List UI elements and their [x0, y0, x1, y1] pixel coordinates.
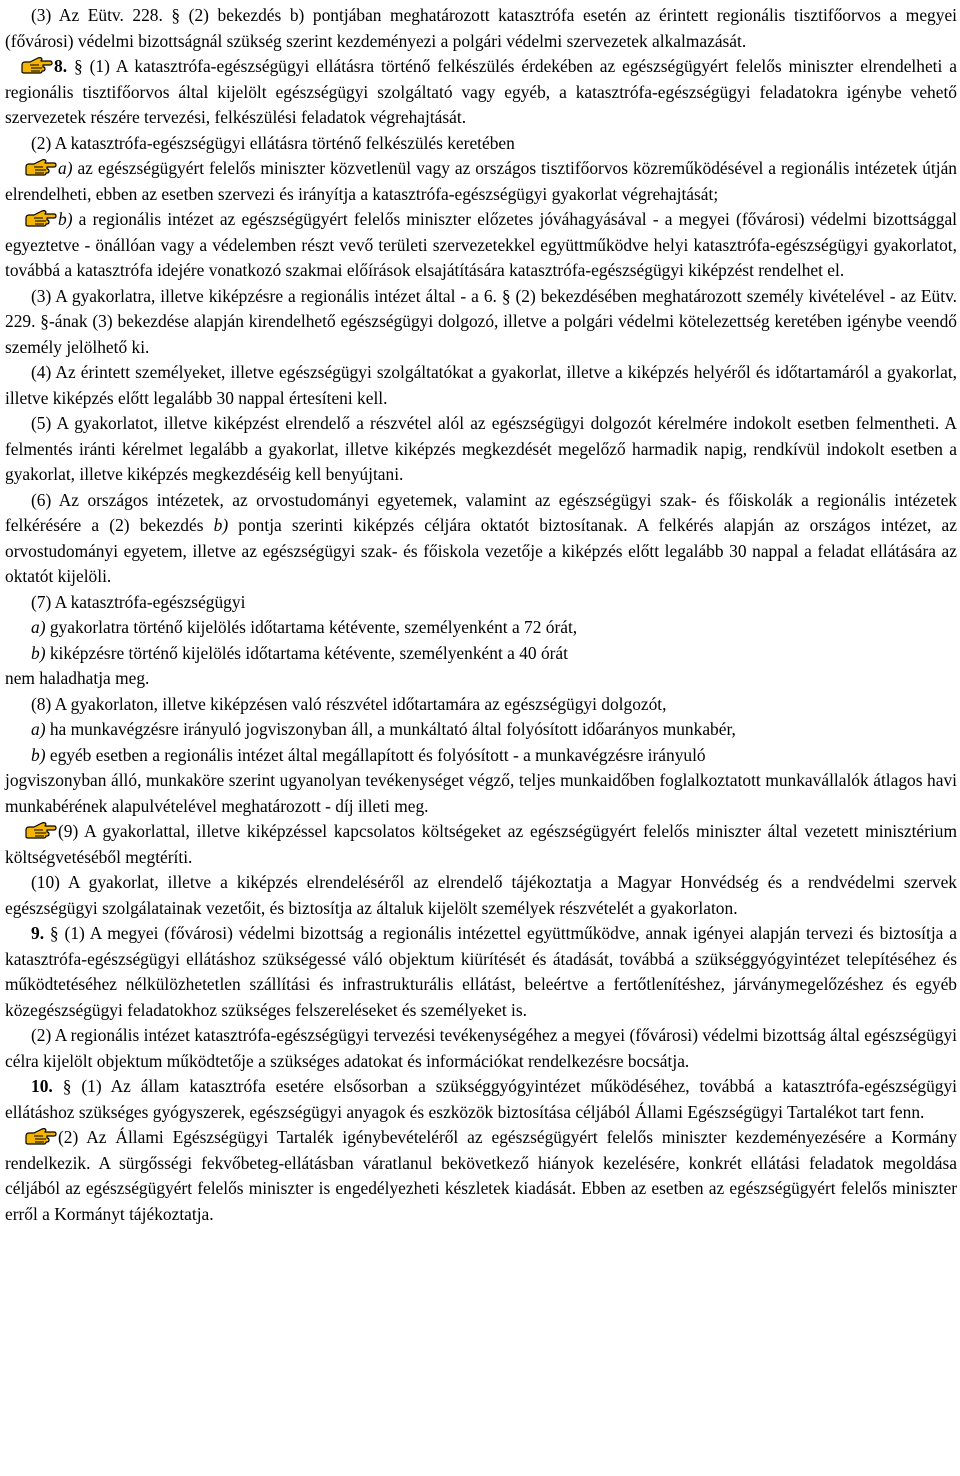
section-10-2 [5, 1125, 957, 1227]
paragraph-text: ha munkavégzésre irányuló jogviszonyban áll, a munkáltató által folyósított időarányos munkabér, [45, 719, 736, 739]
paragraph-text: gyakorlatra történő kijelölés időtartama kétévente, személyenként a 72 órát, [45, 617, 578, 637]
paragraph-text: egyéb esetben a regionális intézet által megállapított és folyósított - a munkavégzésre irányuló [45, 744, 706, 765]
section-8-3 [5, 284, 957, 361]
section-8-2-a [5, 156, 957, 207]
paragraph-text: (2) A katasztrófa-egészségügyi ellátásra történő felkészülés keretében [31, 132, 515, 153]
section-8-7-end [5, 666, 957, 692]
section-number: 8. [54, 56, 68, 76]
point-label: a) [31, 719, 46, 739]
section-9-1 [5, 921, 957, 1023]
paragraph-text: pontja szerinti kiképzés céljára oktatót biztosítanak. A felkérés alapján az országos intézet, az orvostudományi egyetem, illetve az egészségügyi szak- és főiskola vezetője a kiképzés előtt legalább 30 nappal a feladat ellátására az oktatót kijelöli. [5, 515, 957, 586]
section-8-7-a [5, 615, 957, 641]
paragraph-text: nem haladhatja meg. [5, 668, 150, 688]
point-label: a) [58, 158, 73, 178]
section-8-2 [5, 131, 957, 157]
pointing-hand-icon[interactable] [23, 208, 57, 228]
section-8-8-a [5, 717, 957, 743]
point-label: b) [31, 642, 46, 663]
paragraph-text: (7) A katasztrófa-egészségügyi [31, 591, 246, 612]
pointing-hand-icon[interactable] [23, 1126, 57, 1146]
paragraph-text: jogviszonyban álló, munkaköre szerint ugyanolyan tevékenységet végző, teljes munkaidőben foglalkoztatott munkavállalók átlagos havi munkabérének alapulvételével meghatározott - díj illeti meg. [5, 770, 957, 816]
paragraph-text: § (1) A katasztrófa-egészségügyi ellátásra történő felkészülés érdekében az egészségügyért felelős miniszter elrendelheti a regionális tisztifőorvos által kijelölt egészségügyi szolgáltató vagy egyéb, a katasztrófa-egészségügyi feladatokra igénybe vehető szervezetek részére tervezési, felkészülési feladatok végrehajtását. [5, 56, 957, 127]
section-8-8-b [5, 743, 957, 769]
point-label: b) [31, 744, 46, 765]
section-9-2 [5, 1023, 957, 1074]
section-8-8 [5, 692, 957, 718]
pointing-hand-icon[interactable] [23, 820, 57, 840]
paragraph-text: (8) A gyakorlaton, illetve kiképzésen való részvétel időtartamára az egészségügyi dolgozót, [31, 693, 667, 714]
pointing-hand-icon[interactable] [23, 157, 57, 177]
paragraph-7-3 [5, 3, 957, 54]
section-8-9 [5, 819, 957, 870]
paragraph-text: (5) A gyakorlatot, illetve kiképzést elrendelő a részvétel alól az egészségügyi dolgozót kérelmére indokolt esetben felmentheti. A felmentés iránti kérelmet legalább a gyakorlat, illetve kiképzés megkezdését megelőző harmadik napig, rendkívül indokolt esetben a gyakorlat, illetve kiképzés megkezdéséig kell benyújtani. [5, 413, 957, 484]
paragraph-text: az egészségügyért felelős miniszter közvetlenül vagy az országos tisztifőorvos közreműködésével a regionális intézetek útján elrendelheti, ebben az esetben szervezi és irányítja a katasztrófa-egészségügyi gyakorlat végrehajtását; [5, 158, 957, 204]
paragraph-text: (2) A regionális intézet katasztrófa-egészségügyi tervezési tevékenységéhez a megyei (fővárosi) védelmi bizottság által egészségügyi célra kijelölt objektum működtetője a szükséges adatokat és információkat rendelkezésre bocsátja. [5, 1025, 957, 1071]
paragraph-text: a regionális intézet az egészségügyért felelős miniszter előzetes jóváhagyásával - a megyei (fővárosi) védelmi bizottsággal egyeztetve - önállóan vagy a védelemben részt vevő területi szervezetekkel együttműködve helyi katasztrófa-egészségügyi gyakorlatot, továbbá a katasztrófa idejére vonatkozó szakmai előírások elsajátítására katasztrófa-egészségügyi kiképzést rendelhet el. [5, 209, 957, 280]
section-8-4 [5, 360, 957, 411]
section-8-6 [5, 488, 957, 590]
paragraph-text: (6) Az országos intézetek, az orvostudományi egyetemek, valamint az egészségügyi szak- és főiskolák a regionális intézetek felkérésére a (2) bekezdés [5, 489, 957, 535]
section-number: 9. [31, 923, 45, 943]
paragraph-text: (2) Az Állami Egészségügyi Tartalék igénybevételéről az egészségügyért felelős miniszter kezdeményezésére a Kormány rendelkezik. A sürgősségi fekvőbeteg-ellátásban váratlanul bekövetkező hiányok kezelésére, konkrét ellátási feladatok megoldása céljából az egészségügyért felelős miniszter is engedélyezheti készletek kiadását. Ebben az esetben az egészségügyért felelős miniszter erről a Kormányt tájékoztatja. [5, 1127, 957, 1224]
section-10-1 [5, 1074, 957, 1125]
point-label: a) [31, 617, 46, 637]
section-8-1 [5, 54, 957, 131]
section-8-5 [5, 411, 957, 488]
section-8-10 [5, 870, 957, 921]
paragraph-text: (9) A gyakorlattal, illetve kiképzéssel kapcsolatos költségeket az egészségügyért felelős miniszter által vezetett minisztérium költségvetéséből megtéríti. [5, 821, 957, 867]
paragraph-text: (3) A gyakorlatra, illetve kiképzésre a regionális intézet által - a 6. § (2) bekezdésében meghatározott személy kivételével - az Eütv. 229. §-ának (3) bekezdése alapján kirendelhető egészségügyi dolgozó, illetve a polgári védelmi kötelezettség keretében igénybe veendő személy jelölhető ki. [5, 285, 957, 357]
paragraph-text: § (1) Az állam katasztrófa esetére elsősorban a szükséggyógyintézet működéséhez, továbbá a katasztrófa-egészségügyi ellátáshoz szükséges gyógyszerek, egészségügyi anyagok és eszközök biztosítása céljából Állami Egészségügyi Tartalékot tart fenn. [5, 1076, 957, 1122]
section-number: 10. [31, 1076, 53, 1096]
paragraph-text: (10) A gyakorlat, illetve a kiképzés elrendeléséről az elrendelő tájékoztatja a Magyar Honvédség és a rendvédelmi szervek egészségügyi szolgálatainak vezetőit, és biztosítja az általuk kijelölt személyek részvételét a gyakorlaton. [5, 872, 957, 918]
section-8-7-b [5, 641, 957, 667]
paragraph-text: (4) Az érintett személyeket, illetve egészségügyi szolgáltatókat a gyakorlat, illetve a kiképzés helyéről és időtartamáról a gyakorlat, illetve kiképzés előtt legalább 30 nappal értesíteni kell. [5, 362, 957, 408]
section-8-8-b-continued [5, 768, 957, 819]
point-label: b) [213, 515, 229, 535]
paragraph-text: (3) Az Eütv. 228. § (2) bekezdés b) pontjában meghatározott katasztrófa esetén az érintett regionális tisztifőorvos a megyei (fővárosi) védelmi bizottságnál szükség szerint kezdeményezi a polgári védelmi szervezetek alkalmazását. [5, 5, 957, 51]
paragraph-text: § (1) A megyei (fővárosi) védelmi bizottság a regionális intézettel együttműködve, annak igényei alapján tervezi és biztosítja a katasztrófa-egészségügyi ellátáshoz szükségessé váló objektum kiürítését és átadását, továbbá a szükséggyógyintézet telepítéséhez és működtetéséhez nélkülözhetetlen szállítási és infrastrukturális ellátást, beleértve a fertőtlenítéshez, járványmegelőzéshez és egyéb közegészségügyi feladatokhoz szükséges felszereléseket és személyeket is. [5, 923, 957, 1020]
pointing-hand-icon[interactable] [19, 55, 53, 75]
section-8-7 [5, 590, 957, 616]
point-label: b) [58, 209, 73, 229]
paragraph-text: kiképzésre történő kijelölés időtartama kétévente, személyenként a 40 órát [45, 642, 568, 663]
section-8-2-b [5, 207, 957, 284]
